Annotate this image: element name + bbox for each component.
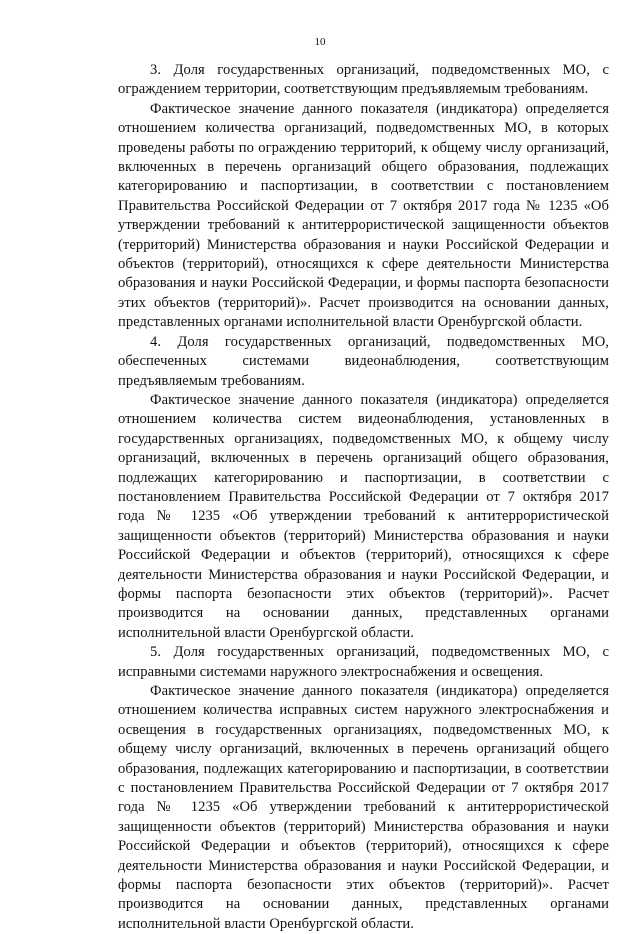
- paragraph-indicator-3-title: 3. Доля государственных организаций, подведомственных МО, с ограждением территории, соответствующим предъявляемым требованиям.: [118, 62, 609, 98]
- paragraph-indicator-3-description: Фактическое значение данного показателя (индикатора) определяется отношением количества организаций, подведомственных МО, в которых проведены работы по ограждению территорий, к общему числу организаций, включенных в перечень организаций общего образования, подлежащих категорированию и паспортизации, в соответствии с постановлением Правительства Российской Федерации от 7 октября 2017 года № 1235 «Об утверждении требований к антитеррористической защищенности объектов (территорий) Министерства образования и науки Российской Федерации и объектов (территорий), относящихся к сфере деятельности Министерства образования и науки Российской Федерации, и формы паспорта безопасности этих объектов (территорий)». Расчет производится на основании данных, представленных органами исполнительной власти Оренбургской области.: [118, 100, 609, 331]
- paragraph-indicator-5-title: 5. Доля государственных организаций, подведомственных МО, с исправными системами наружного электроснабжения и освещения.: [118, 644, 609, 680]
- page-number: 10: [314, 36, 326, 48]
- paragraph-indicator-4-title: 4. Доля государственных организаций, подведомственных МО, обеспеченных системами видеонаблюдения, соответствующим предъявляемым требованиям.: [118, 333, 609, 389]
- document-body: [118, 61, 609, 934]
- paragraph-indicator-4-description: Фактическое значение данного показателя (индикатора) определяется отношением количества систем видеонаблюдения, установленных в государственных организациях, подведомственных МО, к общему числу организаций, включенных в перечень организаций общего образования, подлежащих категорированию и паспортизации, в соответствии с постановлением Правительства Российской Федерации от 7 октября 2017 года № 1235 «Об утверждении требований к антитеррористической защищенности объектов (территорий) Министерства образования и науки Российской Федерации и объектов (территорий), относящихся к сфере деятельности Министерства образования и науки Российской Федерации, и формы паспорта безопасности этих объектов (территорий)». Расчет производится на основании данных, представленных органами исполнительной власти Оренбургской области.: [118, 391, 609, 641]
- paragraph-indicator-5-description: Фактическое значение данного показателя (индикатора) определяется отношением количества исправных систем наружного электроснабжения и освещения в государственных организациях, подведомственных МО, к общему числу организаций, включенных в перечень организаций общего образования, подлежащих категорированию и паспортизации, в соответствии с постановлением Правительства Российской Федерации от 7 октября 2017 года № 1235 «Об утверждении требований к антитеррористической защищенности объектов (территорий) Министерства образования и науки Российской Федерации и объектов (территорий), относящихся к сфере деятельности Министерства образования и науки Российской Федерации, и формы паспорта безопасности этих объектов (территорий)». Расчет производится на основании данных, представленных органами исполнительной власти Оренбургской области.: [118, 683, 609, 932]
